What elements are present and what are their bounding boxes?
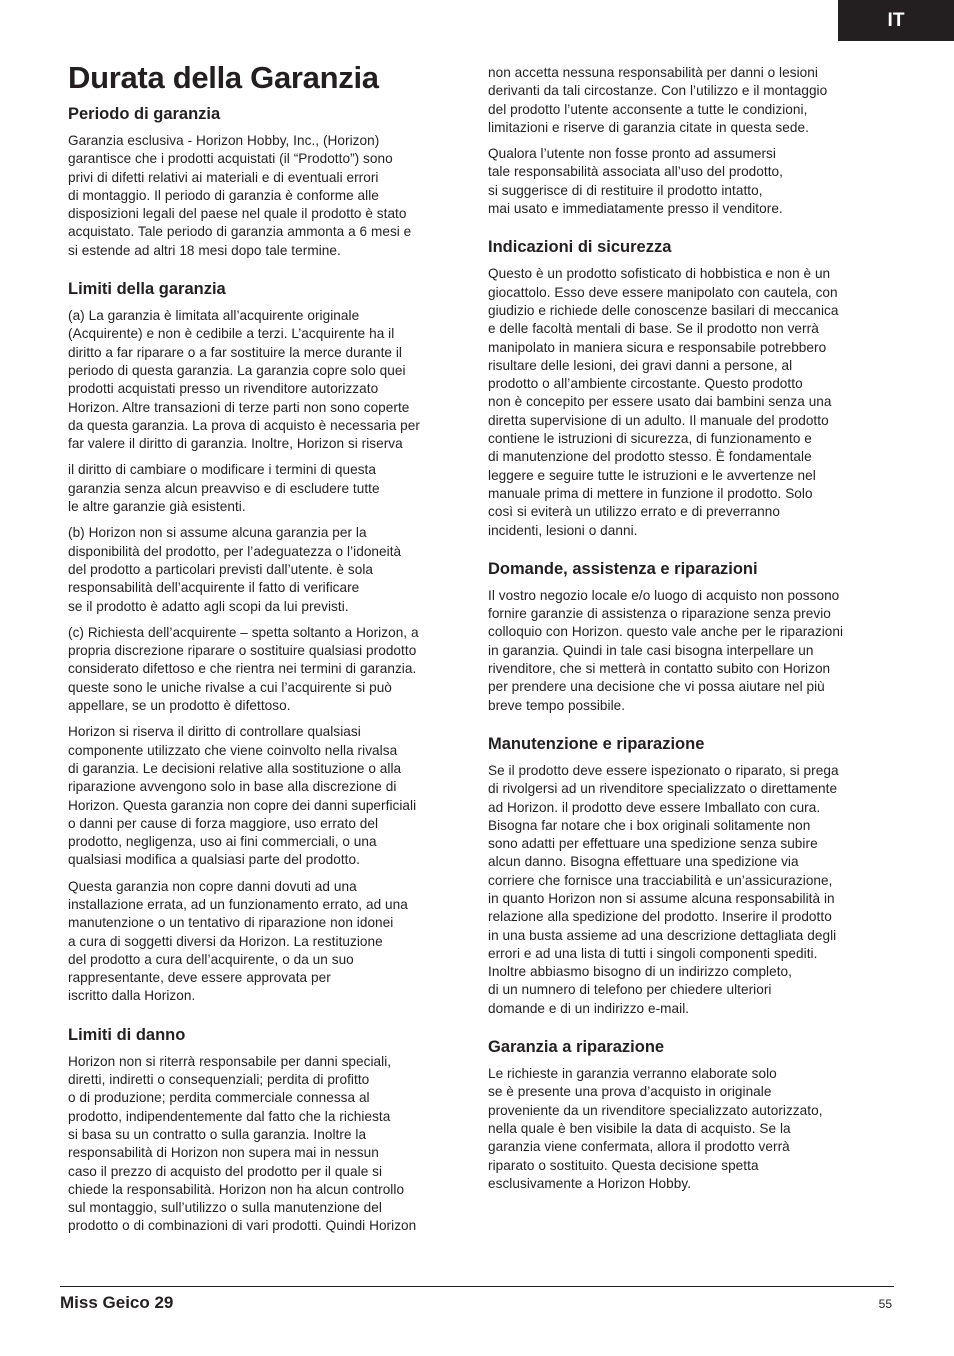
heading-garanzia-riparazione: Garanzia a riparazione <box>488 1038 665 1057</box>
paragraph-sicurezza: Questo è un prodotto sofisticato di hobbistica e non è un giocattolo. Esso deve essere manipolato con cautela, con giudizio e richiede delle conoscenze basilari di meccanica e delle facoltà mentali di base. Se il prodotto non verrà manipolato in maniera sicura e responsabile potrebbero risultare delle lesioni, dei gravi danni a persone, al prodotto o all’ambiente circostante. Questo prodotto non è concepito per essere usato dai bambini senza una diretta supervisione di un adulto. Il manuale del prodotto contiene le istruzioni di sicurezza, di funzionamento e di manutenzione del prodotto stesso. È fondamentale leggere e seguire tutte le istruzioni e le avvertenze nel manuale prima di mettere in funzione il prodotto. Solo così si eviterà un utilizzo errato e di preverranno incidenti, lesioni o danni. <box>488 266 839 538</box>
paragraph-restituzione: Qualora l’utente non fosse pronto ad assumersi tale responsabilità associata all’uso del prodotto, si suggerisce di di restituire il prodotto intatto, mai usato e immediatamente presso il venditore. <box>488 146 783 217</box>
paragraph-garanzia-riparazione: Le richieste in garanzia verranno elaborate solo se è presente una prova d’acquisto in originale proveniente da un rivenditore specializzato autorizzato, nella quale è ben visibile la data di acquisto. Se la garanzia viene confermata, allora il prodotto verrà riparato o sostituito. Questa decisione spetta esclusivamente a Horizon Hobby. <box>488 1066 823 1191</box>
paragraph-manutenzione: Se il prodotto deve essere ispezionato o riparato, si prega di rivolgersi ad un rivenditore specializzato o direttamente ad Horizon. il prodotto deve essere Imballato con cura. Bisogna far notare che i box originali solitamente non sono adatti per effettuare una spedizione senza subire alcun danno. Bisogna effettuare una spedizione via corriere che fornisce una tracciabilità e un’assicurazione, in quanto Horizon non si assume alcuna responsabilità in relazione alla spedizione del prodotto. Inserire il prodotto in una busta assieme ad una descrizione dettagliata degli errori e ad una lista di tutti i singoli componenti spediti. Inoltre abbiasmo bisogno di un indirizzo completo, di un numnero di telefono per chiedere ulteriori domande e di un indirizzo e-mail. <box>488 762 839 1016</box>
paragraph-limiti-c: (c) Richiesta dell’acquirente – spetta soltanto a Horizon, a propria discrezione riparare o sostituire qualsiasi prodotto considerato difettoso e che rientra nei termini di garanzia. queste sono le uniche rivalse a cui l’acquirente si può appellare, se un prodotto è difettoso. <box>68 624 419 714</box>
heading-limiti-garanzia: Limiti della garanzia <box>68 280 226 299</box>
right-column <box>488 64 888 1201</box>
heading-manutenzione: Manutenzione e riparazione <box>488 734 705 753</box>
heading-limiti-danno: Limiti di danno <box>68 1025 186 1044</box>
paragraph-domande: Il vostro negozio locale e/o luogo di acquisto non possono fornire garanzie di assistenza o riparazione senza previo colloquio con Horizon. questo vale anche per le riparazioni in garanzia. Quindi in tale casi bisogna interpellare un rivenditore, che si metterà in contatto subito con Horizon per prendere una decisione che vi possa aiutare nel più breve tempo possibile. <box>488 587 844 713</box>
page-title: Durata della Garanzia <box>68 60 379 95</box>
paragraph-limiti-danno: Horizon non si riterrà responsabile per danni speciali, diretti, indiretti o consequenziali; perdita di profitto o di produzione; perdita commerciale connessa al prodotto, indipendentemente dal fatto che la richiesta si basa su un contratto o sulla garanzia. Inoltre la responsabilità di Horizon non supera mai in nessun caso il prezzo di acquisto del prodotto per il quale si chiede la responsabilità. Horizon non ha alcun controllo sul montaggio, sull’utilizzo o sulla manutenzione del prodotto o di combinazioni di vari prodotti. Quindi Horizon <box>68 1053 417 1234</box>
paragraph-limiti-a-cont: il diritto di cambiare o modificare i termini di questa garanzia senza alcun preavviso e di escludere tutte le altre garanzie già esistenti. <box>68 462 380 515</box>
heading-domande: Domande, assistenza e riparazioni <box>488 559 758 578</box>
heading-periodo-garanzia: Periodo di garanzia <box>68 105 221 123</box>
paragraph-periodo: Garanzia esclusiva - Horizon Hobby, Inc., (Horizon) garantisce che i prodotti acquistati (il “Prodotto”) sono privi di difetti relativi ai materiali e di eventuali errori di montaggio. Il periodo di garanzia è conforme alle disposizioni legali del paese nel quale il prodotto è stato acquistato. Tale periodo di garanzia ammonta a 6 mesi e si estende ad altri 18 mesi dopo tale termine. <box>68 133 412 258</box>
paragraph-limiti-b: (b) Horizon non si assume alcuna garanzia per la disponibilità del prodotto, per l’adeguatezza o l’idoneità del prodotto a particolari previsti dall’utente. è sola responsabilità dell’acquirente il fatto di verificare se il prodotto è adatto agli scopi da lui previsti. <box>68 525 402 614</box>
footer-divider <box>60 1286 894 1287</box>
left-column <box>68 103 466 1244</box>
heading-sicurezza: Indicazioni di sicurezza <box>488 238 672 257</box>
paragraph-limiti-controllo: Horizon si riserva il diritto di controllare qualsiasi componente utilizzato che viene coinvolto nella rivalsa di garanzia. Le decisioni relative alla sostituzione o alla riparazione avvengono solo in base alla discrezione di Horizon. Questa garanzia non copre dei danni superficiali o danni per cause di forza maggiore, uso errato del prodotto, negligenza, uso ai fini commerciali, o una qualsiasi modifica a qualsiasi parte del prodotto. <box>68 724 417 868</box>
language-tab: IT <box>838 0 954 41</box>
paragraph-limiti-a: (a) La garanzia è limitata all’acquirente originale (Acquirente) e non è cedibile a terzi. L’acquirente ha il diritto a far riparare o a far sostituire la merce durante il periodo di questa garanzia. La garanzia copre solo quei prodotti acquistati presso un rivenditore autorizzato Horizon. Altre transazioni di terze parti non sono coperte da questa garanzia. La prova di acquisto è necessaria per far valere il diritto di garanzia. Inoltre, Horizon si riserva <box>68 308 420 452</box>
footer-product-name: Miss Geico 29 <box>60 1293 174 1312</box>
footer-page-number: 55 <box>878 1297 892 1311</box>
paragraph-limiti-danni: Questa garanzia non copre danni dovuti ad una installazione errata, ad un funzionamento errato, ad una manutenzione o un tentativo di riparazione non idonei a cura di soggetti diversi da Horizon. La restituzione del prodotto a cura dell’acquirente, o da un suo rappresentante, deve essere approvata per iscritto dalla Horizon. <box>68 878 408 1004</box>
paragraph-responsabilita: non accetta nessuna responsabilità per danni o lesioni derivanti da tali circostanze. Con l’utilizzo e il montaggio del prodotto l’utente acconsente a tutte le condizioni, limitazioni e riserve di garanzia citate in questa sede. <box>488 65 828 135</box>
